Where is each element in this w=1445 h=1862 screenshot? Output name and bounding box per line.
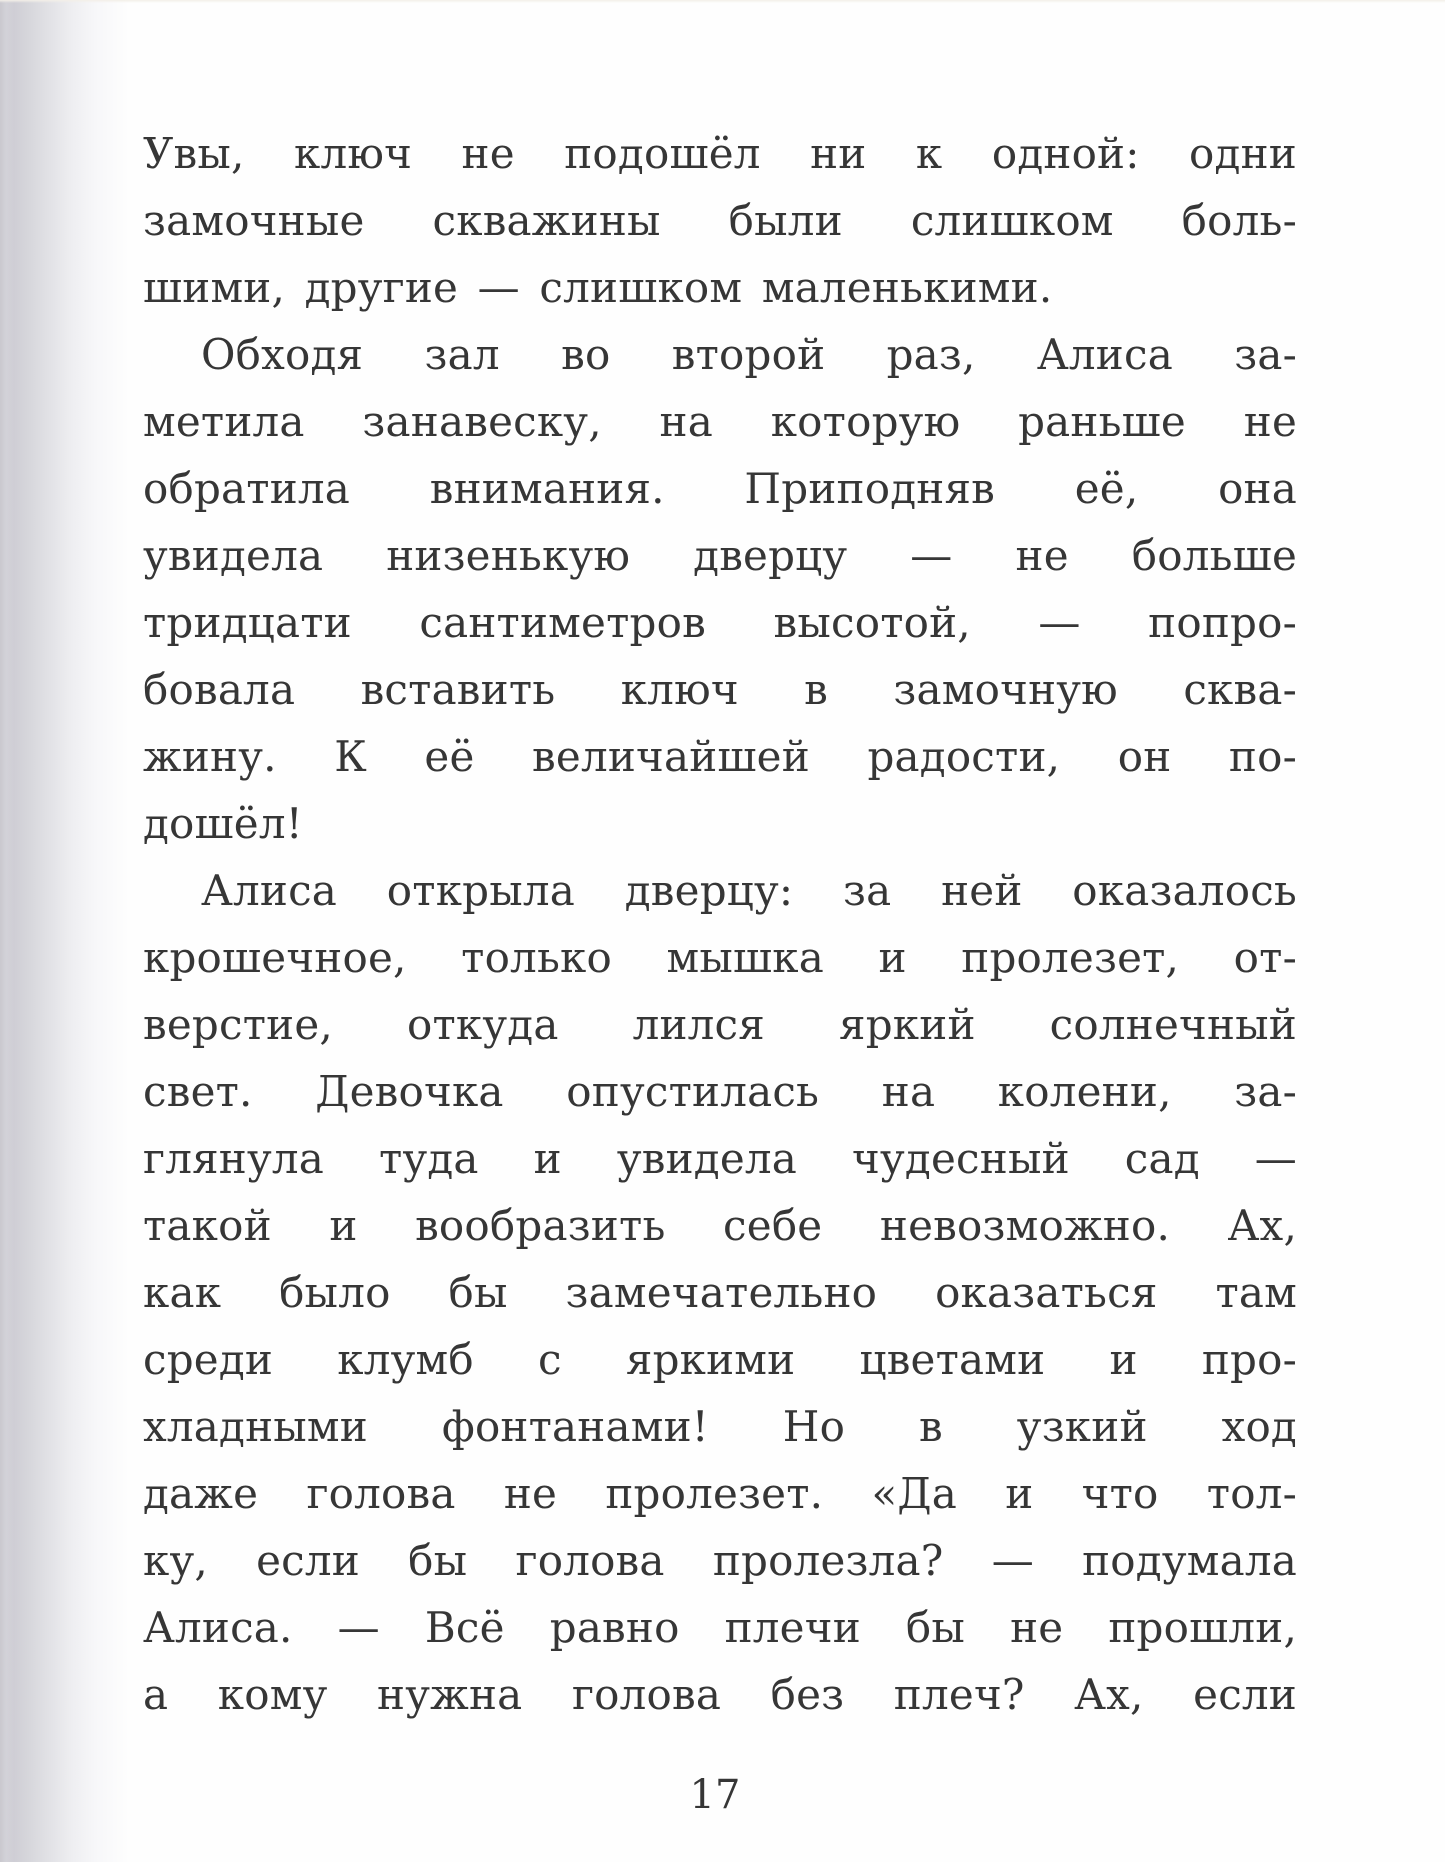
- text-line: а кому нужна голова без плеч? Ах, если: [143, 1670, 1297, 1719]
- text-line: такой и вообразить себе невозможно. Ах,: [143, 1201, 1297, 1250]
- text-line: даже голова не пролезет. «Да и что тол-: [143, 1469, 1297, 1518]
- text-line: свет. Девочка опустилась на колени, за-: [143, 1067, 1297, 1116]
- text-line: замочные скважины были слишком боль-: [143, 196, 1297, 245]
- spine-shadow: [0, 0, 130, 1862]
- text-line: увидела низенькую дверцу — не больше: [143, 531, 1297, 580]
- text-line: метила занавеску, на которую раньше не: [143, 397, 1297, 446]
- body-text: [143, 0, 1297, 1862]
- text-line: бовала вставить ключ в замочную сква-: [143, 665, 1297, 714]
- text-line: тридцати сантиметров высотой, — попро-: [143, 598, 1297, 647]
- text-line: глянула туда и увидела чудесный сад —: [143, 1134, 1297, 1183]
- text-line: дошёл!: [143, 799, 303, 848]
- text-line: Увы, ключ не подошёл ни к одной: одни: [143, 129, 1297, 178]
- text-line: верстие, откуда лился яркий солнечный: [143, 1000, 1297, 1049]
- text-line: Обходя зал во второй раз, Алиса за-: [201, 330, 1297, 379]
- text-line: как было бы замечательно оказаться там: [143, 1268, 1297, 1317]
- text-line: Алиса открыла дверцу: за ней оказалось: [201, 866, 1297, 915]
- text-line: ку, если бы голова пролезла? — подумала: [143, 1536, 1297, 1585]
- text-line: Алиса. — Всё равно плечи бы не прошли,: [143, 1603, 1297, 1652]
- text-line: крошечное, только мышка и пролезет, от-: [143, 933, 1297, 982]
- text-line: жину. К её величайшей радости, он по-: [143, 732, 1297, 781]
- page-number: 17: [689, 1772, 741, 1818]
- text-line: обратила внимания. Приподняв её, она: [143, 464, 1297, 513]
- text-line: среди клумб с яркими цветами и про-: [143, 1335, 1297, 1384]
- text-line: хладными фонтанами! Но в узкий ход: [143, 1402, 1297, 1451]
- text-line: шими, другие — слишком маленькими.: [143, 263, 1053, 312]
